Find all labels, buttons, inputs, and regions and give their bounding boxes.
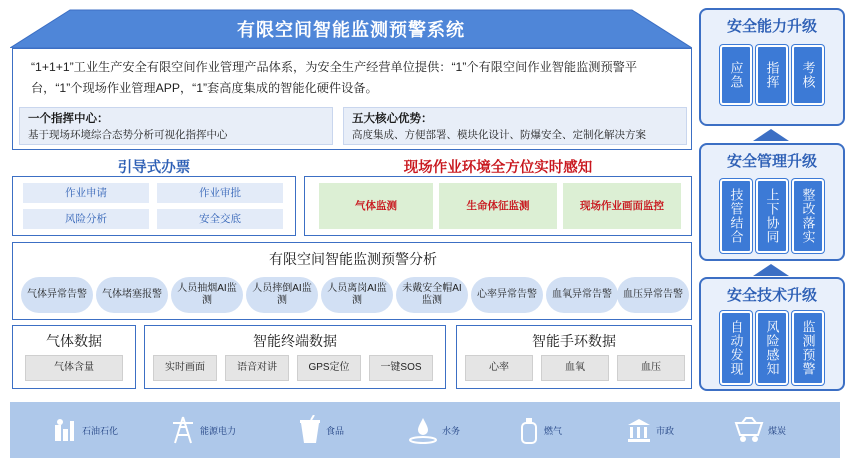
water-drop-icon (408, 415, 438, 445)
analysis-item: 气体堵塞报警 (96, 277, 168, 313)
refinery-icon (52, 417, 78, 443)
technology-item: 监测预警 (792, 311, 824, 385)
perception-item-gas: 气体监测 (319, 183, 433, 229)
industry-label: 燃气 (544, 425, 563, 436)
guide-item-apply: 作业申请 (23, 183, 149, 203)
band-data-panel (456, 325, 692, 389)
management-item: 整改落实 (792, 179, 824, 253)
guide-item-risk: 风险分析 (23, 209, 149, 229)
industry-label: 能源电力 (200, 425, 237, 436)
core-advantages-title: 五大核心优势： (352, 113, 433, 125)
terminal-data-item: 一键SOS (369, 355, 433, 381)
analysis-item: 人员抽烟AI监测 (171, 277, 243, 313)
industry-water (408, 402, 460, 458)
intro-text: “1+1+1”工业生产安全有限空间作业管理产品体系，为安全生产经营单位提供：“1”个有限空间作业智能监测预警平台，“1”个现场作业管理APP，“1”套高度集成的智能化硬件设备。 (31, 60, 638, 95)
title-banner (10, 8, 692, 48)
terminal-data-item: GPS定位 (297, 355, 361, 381)
analysis-panel (12, 242, 692, 320)
technology-upgrade-panel (699, 277, 845, 391)
capability-upgrade-title: 安全能力升级 (726, 18, 817, 35)
guide-section-title: 引导式办票 (117, 160, 191, 176)
intro-panel (12, 48, 692, 150)
page-title: 有限空间智能监测预警系统 (237, 20, 465, 40)
gas-data-title: 气体数据 (46, 333, 102, 349)
analysis-item: 人员离岗AI监测 (321, 277, 393, 313)
terminal-data-title: 智能终端数据 (253, 333, 337, 349)
industry-power (170, 402, 236, 458)
drink-cup-icon (298, 415, 322, 445)
management-item: 技管结合 (720, 179, 752, 253)
terminal-data-item: 实时画面 (153, 355, 217, 381)
command-center-title: 一个指挥中心： (28, 113, 109, 125)
analysis-item: 气体异常告警 (21, 277, 93, 313)
command-center-desc: 基于现场环境综合态势分析可视化指挥中心 (28, 129, 228, 141)
industry-label: 食品 (326, 425, 345, 436)
perception-item-video: 现场作业画面监控 (563, 183, 681, 229)
band-data-title: 智能手环数据 (532, 333, 616, 349)
command-center-box (19, 107, 333, 145)
industry-label: 市政 (656, 425, 675, 436)
technology-upgrade-title: 安全技术升级 (726, 287, 817, 304)
analysis-item: 血压异常告警 (617, 277, 689, 313)
industry-label: 煤炭 (768, 425, 787, 436)
capability-item: 指挥 (756, 45, 788, 105)
capability-upgrade-panel (699, 8, 845, 126)
core-advantages-desc: 高度集成、方便部署、模块化设计、防爆安全、定制化解决方案 (352, 129, 646, 141)
upgrade-arrow (753, 129, 789, 141)
perception-panel (304, 176, 692, 236)
perception-item-vital: 生命体征监测 (439, 183, 557, 229)
management-upgrade-title: 安全管理升级 (726, 153, 817, 170)
core-advantages-box (343, 107, 687, 145)
upgrade-arrow (753, 264, 789, 276)
power-tower-icon (170, 415, 196, 445)
technology-item: 自动发现 (720, 311, 752, 385)
gas-data-panel (12, 325, 136, 389)
industry-label: 石油石化 (82, 425, 119, 436)
analysis-title: 有限空间智能监测预警分析 (269, 251, 437, 267)
capability-item: 考核 (792, 45, 824, 105)
management-item: 上下协同 (756, 179, 788, 253)
band-data-item: 心率 (465, 355, 533, 381)
industry-bar (10, 402, 840, 458)
analysis-item: 人员摔倒AI监测 (246, 277, 318, 313)
government-building-icon (626, 417, 652, 443)
guide-item-approve: 作业审批 (157, 183, 283, 203)
perception-section-title: 现场作业环境全方位实时感知 (403, 160, 593, 176)
industry-municipal (626, 402, 674, 458)
industry-gas (518, 402, 562, 458)
technology-item: 风险感知 (756, 311, 788, 385)
guide-item-briefing: 安全交底 (157, 209, 283, 229)
band-data-item: 血氧 (541, 355, 609, 381)
mine-cart-icon (734, 417, 764, 443)
analysis-item: 未戴安全帽AI监测 (396, 277, 468, 313)
analysis-item: 血氧异常告警 (546, 277, 618, 313)
terminal-data-panel (144, 325, 446, 389)
terminal-data-item: 语音对讲 (225, 355, 289, 381)
guide-panel (12, 176, 296, 236)
capability-item: 应急 (720, 45, 752, 105)
band-data-item: 血压 (617, 355, 685, 381)
analysis-item: 心率异常告警 (471, 277, 543, 313)
industry-coal (734, 402, 786, 458)
gas-tank-icon (518, 415, 540, 445)
industry-label: 水务 (442, 425, 461, 436)
industry-food (298, 402, 344, 458)
gas-data-item: 气体含量 (25, 355, 123, 381)
management-upgrade-panel (699, 143, 845, 261)
industry-petrochemical (52, 402, 118, 458)
